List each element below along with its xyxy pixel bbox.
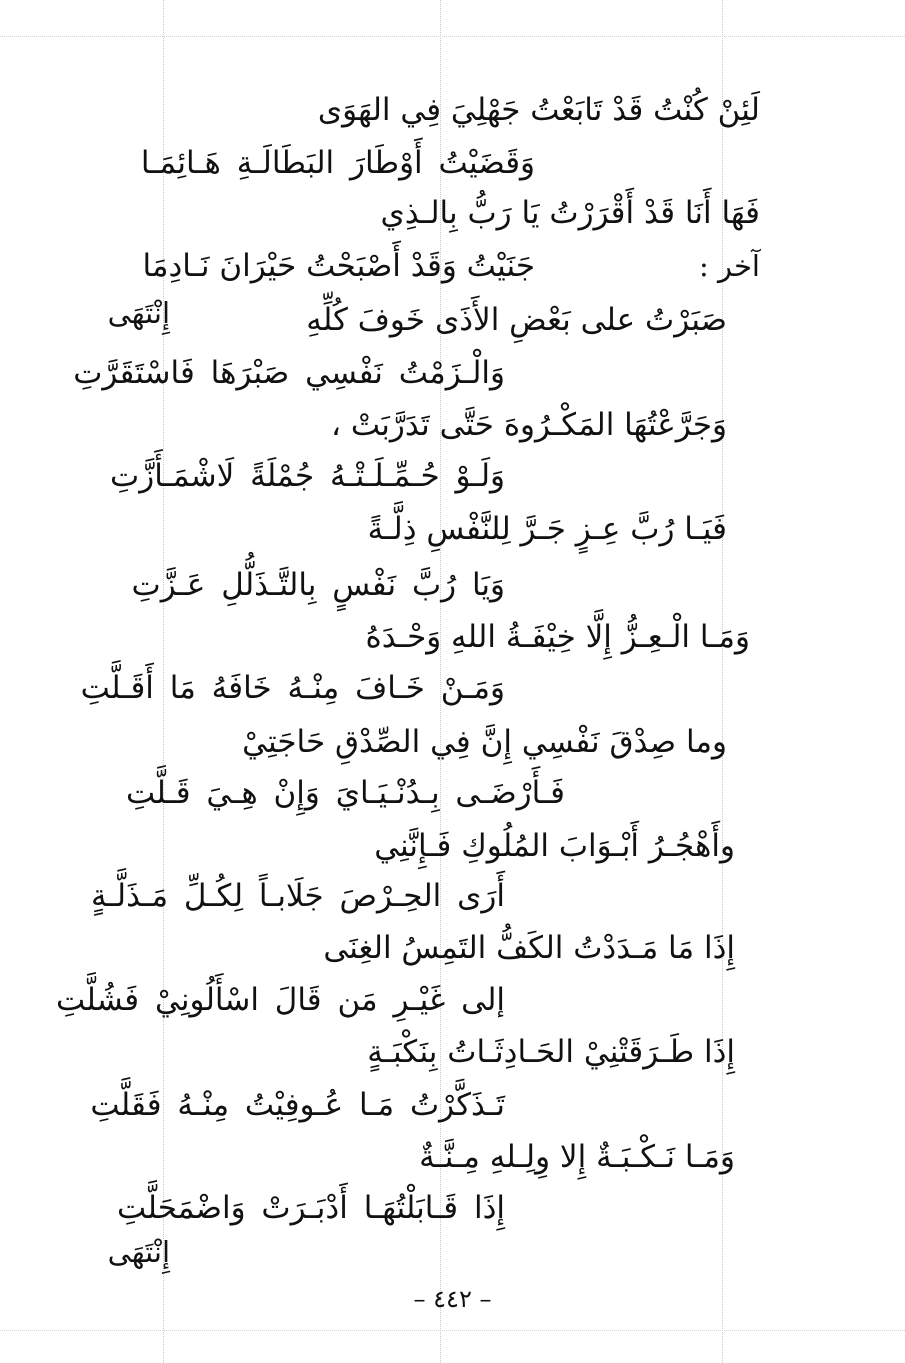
poem-line: وَالْـزَمْتُ نَفْسِي صَبْرَهَا فَاسْتَقَرَّتِ — [73, 355, 505, 391]
poem-line: تَـذَكَّرْتُ مَـا عُـوفِيْتُ مِنْـهُ فَقَلَّتِ — [90, 1087, 505, 1123]
poem-line: وَجَرَّعْتُهَا المَكْـرُوهَ حَتَّى تَدَرَّبَتْ ، — [330, 407, 727, 443]
poem-line: إِذَا قَـابَلْتُهَـا أَدْبَـرَتْ وَاضْمَحَلَّتِ — [117, 1190, 505, 1226]
poem-line: إلى غَيْـرِ مَن قَالَ اسْأَلُونِيْ فَشُلَّتِ — [55, 982, 505, 1018]
poem-line: فَيَـا رُبَّ عِـزٍ جَـرَّ لِلنَّفْسِ ذِلَّـةً — [367, 511, 727, 547]
poem-line: وَقَضَيْتُ أَوْطَارَ البَطَالَـةِ هَـائِمَـا — [140, 145, 535, 181]
poem-line: فَـأَرْضَـى بِـدُنْـيَـايَ وَإِنْ هِـيَ قَـلَّتِ — [125, 775, 565, 811]
poem-line: إِذَا مَا مَـدَدْتُ الكَفُّ التَمِسُ الغِنَى — [323, 930, 735, 966]
poem-line: وَيَا رُبَّ نَفْسٍ بِالتَّـذَلُّلِ عَـزَّتِ — [131, 567, 505, 603]
poem-line: جَنَيْتُ وَقَدْ أَصْبَحْتُ حَيْرَانَ نَـادِمَا — [142, 248, 535, 284]
end-label: إِنْتَهَى — [107, 1235, 170, 1269]
scan-guide-line — [0, 36, 905, 37]
other-poem-label: آخر : — [699, 249, 760, 283]
poem-line: وما صِدْقَ نَفْسِي إِنَّ فِي الصِّدْقِ حَاجَتِيْ — [242, 724, 727, 760]
poem-line: وأَهْجُـرُ أَبْـوَابَ المُلُوكِ فَـإِنَّنِي — [374, 828, 735, 864]
poem-line: وَمَـا نَـكْـبَـةٌ إِلا وِلِـلهِ مِـنَّـةٌ — [419, 1139, 735, 1175]
page-number: – ٤٤٢ – — [413, 1285, 492, 1313]
poem-line: أَرَى الحِـرْصَ جَلَابـاً لِكُـلِّ مَـذَلَّـةٍ — [90, 878, 505, 914]
poem-line: إِذَا طَـرَقَتْنِيْ الحَـادِثَـاتُ بِنَكْبَـةٍ — [367, 1034, 735, 1070]
scan-guide-line — [0, 1330, 905, 1331]
poem-line: وَمَـا الْـعِـزُّ إِلَّا خِيْفَـةُ اللهِ وَحْـدَهُ — [365, 619, 750, 655]
poem-line: وَمَـنْ خَـافَ مِنْـهُ خَافَهُ مَا أَقَـلَّتِ — [80, 670, 505, 706]
poem-line: فَهَا أَنَا قَدْ أَقْرَرْتُ يَا رَبُّ بِالـذِي — [380, 195, 760, 231]
end-label: إِنْتَهَى — [107, 296, 170, 330]
poem-line: صَبَرْتُ على بَعْضِ الأَذَى خَوفَ كُلِّهِ — [306, 302, 727, 338]
poem-line: لَئِنْ كُنْتُ قَدْ تَابَعْتُ جَهْلِيَ فِي الهَوَى — [317, 92, 760, 128]
poem-line: وَلَـوْ حُـمِّـلَـتْـهُ جُمْلَةً لَاشْمَـأَزَّتِ — [110, 458, 505, 494]
